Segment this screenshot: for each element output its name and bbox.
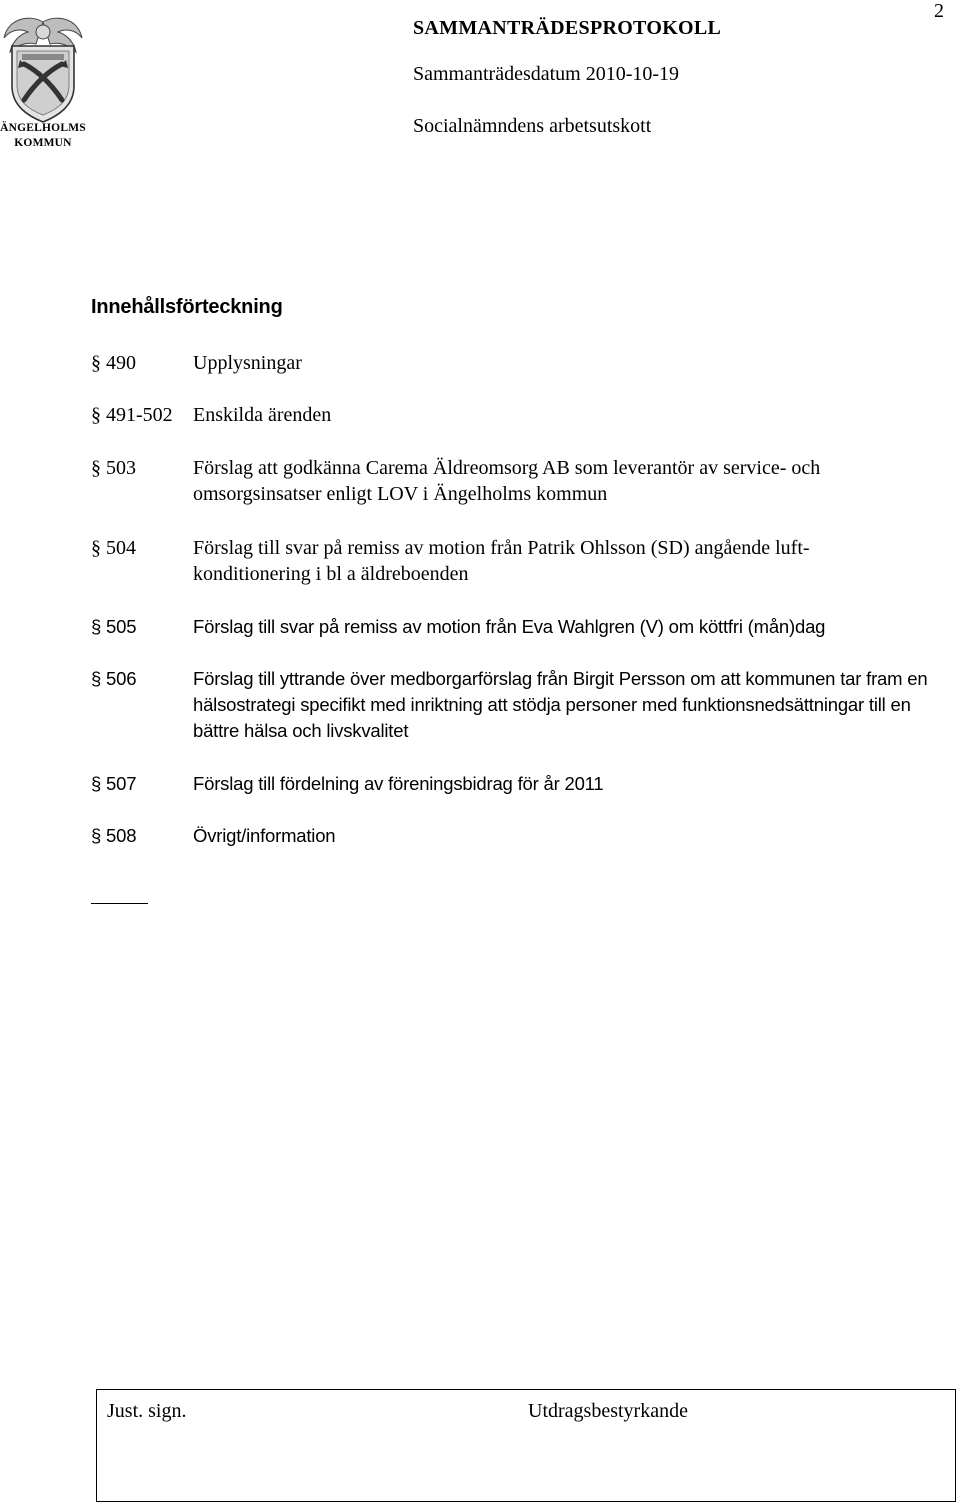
section-title: Enskilda ärenden [193,404,332,426]
logo-text-line2: KOMMUN [14,137,72,149]
document-title: SAMMANTRÄDESPROTOKOLL [413,17,722,39]
section-title: Övrigt/information [193,825,336,846]
section-title: Upplysningar [193,352,302,374]
section-number: § 491-502 [91,404,173,426]
section-number: § 490 [91,352,136,374]
section-title: Förslag till svar på remiss av motion från Eva Wahlgren (V) om köttfri (mån)dag [193,616,826,637]
certification-label: Utdragsbestyrkande [528,1400,688,1422]
logo-text-line1: ÄNGELHOLMS [0,122,86,134]
section-number: § 503 [91,457,136,479]
toc-heading: Innehållsförteckning [91,296,283,318]
section-title: Förslag till svar på remiss av motion från Patrik Ohlsson (SD) angående luft-konditionering i bl a äldreboenden [193,537,810,585]
section-number: § 507 [91,773,137,794]
coat-of-arms-icon [0,16,86,124]
just-sign-label: Just. sign. [107,1400,187,1422]
section-title: Förslag att godkänna Carema Äldreomsorg AB som leverantör av service- och omsorgsinsatser enligt LOV i Ängelholms kommun [193,457,821,505]
end-of-list-divider [91,903,148,904]
section-number: § 505 [91,616,137,637]
meeting-date: Sammanträdesdatum 2010-10-19 [413,63,680,85]
section-number: § 508 [91,825,137,846]
section-title: Förslag till yttrande över medborgarförslag från Birgit Persson om att kommunen tar fram en hälsostrategi specifikt med inriktning att stödja personer med funktionsnedsättningar till en bättre hälsa och livskvalitet [193,668,928,741]
committee-name: Socialnämndens arbetsutskott [413,115,652,137]
section-title: Förslag till fördelning av föreningsbidrag för år 2011 [193,773,604,794]
page-number: 2 [934,0,944,22]
signature-box [96,1389,956,1502]
section-number: § 506 [91,668,137,689]
municipal-coat-of-arms-logo [0,16,90,154]
section-number: § 504 [91,537,136,559]
